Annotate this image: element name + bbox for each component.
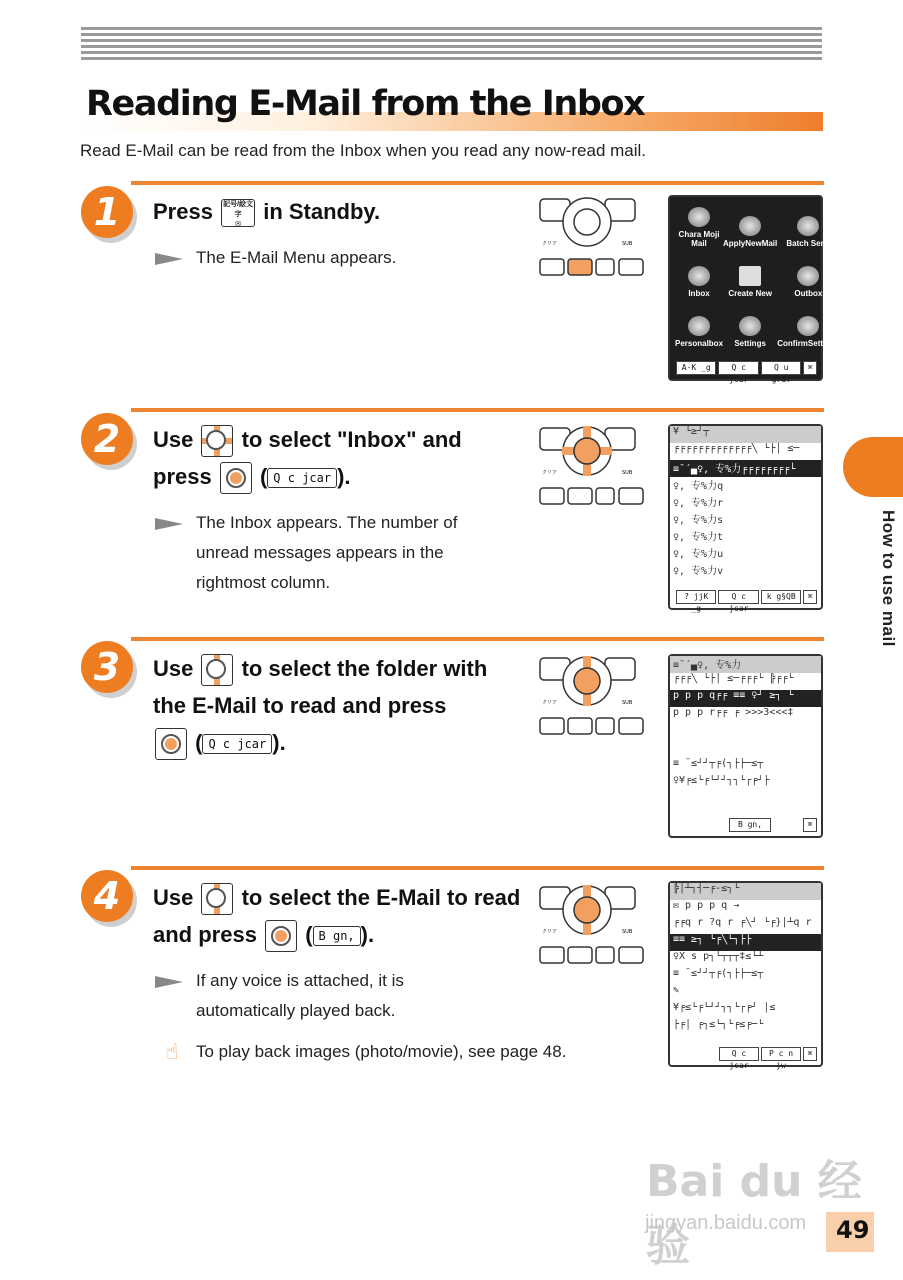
list-item [670,724,821,741]
list-item: ♀¥╒≤└╒└┘┘┐┐└┌╒┘├ [673,775,770,786]
softkey-row [676,361,817,384]
screen-title-row: ≡¯´▄♀, 专%力 [670,656,821,673]
keypad-diagram [530,195,645,280]
mail-key-icon: 記号/絵文字 ✉ [221,199,255,227]
message-line: ¥╒≤└╒└┘┘┐┐└┌╒┘ │≤ [673,1002,776,1013]
side-tab-label: How to use mail [879,510,898,647]
message-line: ♀X s p┐└┬┬┬‡≤└┴ [673,951,764,962]
center-key-icon [155,728,187,760]
envelope-icon [739,266,761,286]
navigation-key-icon [201,883,233,915]
svg-text:クリア: クリア [542,241,558,247]
menu-item[interactable]: Chara Moji Mail [675,202,723,252]
list-item[interactable]: ♀, 专%力q [673,481,724,492]
list-item-selected[interactable]: p p p q╒╒ ≡≡ ♀┘ ≥┐ └ [670,690,821,707]
menu-item[interactable]: ConfirmSettings [777,302,839,352]
message-line: ≡ ¯≤┘┘┬╒(┐├├─≤┬ [673,968,764,979]
step-1-heading [153,193,523,230]
message-screen [668,881,823,1070]
svg-text:SUB: SUB [622,241,633,247]
keypad-diagram [530,654,645,739]
list-item: ≡ ¯≤┘┘┬╒(┐├├─≤┬ [673,758,764,769]
intro-text: Read E-Mail can be read from the Inbox when you read any now-read mail. [80,141,647,160]
svg-text:SUB: SUB [622,929,633,935]
softkey-label: B gn, [313,926,361,946]
step-number-4: 4 [81,870,133,922]
mail-icon [739,216,761,236]
watermark-url: jingyan.baidu.com [645,1212,807,1234]
settings-icon [739,316,761,336]
message-line: ✎ [673,985,680,996]
softkey[interactable]: ⌘ [803,361,817,375]
heading-text: in Standby. [263,199,381,224]
softkey[interactable]: ⌘ [803,1047,817,1061]
menu-grid [675,202,840,352]
list-item [670,741,821,758]
step-divider [131,181,824,185]
softkey[interactable]: Q c jcar [718,590,758,604]
list-item[interactable]: p p p r╒╒ ╒ >>>3<<<‡ [673,707,794,718]
softkey[interactable]: Q c jcar [719,1047,759,1061]
softkey[interactable]: Q c jcar [718,361,758,375]
heading-text: Press [153,199,213,224]
step-divider [131,866,824,870]
center-key-icon [220,462,252,494]
step-4-heading: Use to select the E-Mail to read and press ( B gn, ). [153,879,523,953]
softkey-row [676,590,817,613]
list-item[interactable]: ♀, 专%力r [673,498,724,509]
page-number: 49 [836,1216,870,1244]
softkey-label: Q c jcar [202,734,272,754]
softkey-row [676,818,817,832]
header-stripes [81,27,822,63]
menu-item[interactable]: Inbox [675,252,723,302]
message-line: ╒╒q r ?q r ╒╲┘ └╒}│┴q r [673,917,812,928]
menu-item[interactable]: Create New [723,252,777,302]
message-line: ✉ p p p q → [673,900,740,911]
step-number-1: 1 [81,186,133,238]
step-4-bullet: If any voice is attached, it is automatically played back. [155,966,515,1026]
keypad-diagram [530,883,645,968]
navigation-key-icon [201,654,233,686]
side-tab [843,437,903,497]
message-line-selected[interactable]: ≡≡ ≥┐ └╒╲└┐├├ [670,934,821,951]
email-menu-screen [668,195,840,384]
mail-icon [688,207,710,227]
menu-item[interactable]: Batch Send [777,202,839,252]
softkey[interactable]: ⌘ [803,590,817,604]
step-number-2: 2 [81,413,133,465]
softkey[interactable]: A·K _g [676,361,716,375]
mail-icon [688,316,710,336]
center-key-icon [265,920,297,952]
softkey[interactable]: Q u graf [761,361,801,375]
arrow-bullet-icon [155,253,183,265]
svg-text:クリア: クリア [542,470,558,476]
page-title: Reading E-Mail from the Inbox [86,84,645,124]
screen-title-row: ¥ └≥┘┬ [670,426,821,443]
softkey[interactable]: B gn, [729,818,771,832]
svg-text:SUB: SUB [622,700,633,706]
step-divider [131,408,824,412]
list-item[interactable]: ♀, 专%力t [673,532,724,543]
navigation-key-icon [201,425,233,457]
pointing-hand-icon: ☝ [165,1039,179,1064]
list-item-selected[interactable]: ≡¯´▄♀, 专%力╒╒╒╒╒╒╒╒└ [670,460,821,477]
step-1-bullet: The E-Mail Menu appears. [155,243,515,273]
menu-item[interactable]: ApplyNewMail [723,202,777,252]
arrow-bullet-icon [155,518,183,530]
keypad-diagram [530,424,645,509]
step-divider [131,637,824,641]
message-line: ├╒│ ╒┐≤└┐└╒≤╒─└ [673,1019,764,1030]
list-item[interactable]: ╒╒╒╒╒╒╒╒╒╒╒╒╒╲ └├│ ≤─ [673,443,800,454]
step-2-heading: Use to select "Inbox" and press ( Q c jcar ). [153,421,523,495]
watermark-logo: Bai du 经验 [646,1156,862,1271]
softkey[interactable]: k g§QB [761,590,801,604]
mail-key-label: 記号/絵文字 [223,201,254,219]
arrow-bullet-icon [155,976,183,988]
step-number-3: 3 [81,641,133,693]
softkey-row [676,1047,817,1070]
menu-item[interactable]: Settings [723,302,777,352]
svg-text:クリア: クリア [542,929,558,935]
step-2-bullet: The Inbox appears. The number of unread messages appears in the rightmost column. [155,508,515,598]
list-item[interactable]: ╒╒╒╲ └├│ ≤─╒╒╒└ ╠╒╒└ [673,673,794,684]
inbox-icon [688,266,710,286]
softkey[interactable]: ? jjK _g [676,590,716,604]
folder-screen [668,654,823,838]
softkey[interactable]: ⌘ [803,818,817,832]
step-3-heading: Use to select the folder with the E-Mail to read and press ( Q c jcar ). [153,650,523,761]
settings-icon [797,316,819,336]
svg-text:クリア: クリア [542,700,558,706]
list-item[interactable]: ♀, 专%力v [673,566,724,577]
list-item[interactable]: ♀, 专%力s [673,515,724,526]
mail-icon [797,216,819,236]
step-4-note: To play back images (photo/movie), see page 48. [196,1042,567,1061]
softkey[interactable]: P c n jw [761,1047,801,1061]
list-item[interactable]: ♀, 专%力u [673,549,724,560]
menu-item[interactable]: Personalbox [675,302,723,352]
screen-title-row: ╠│┴┐┤─╒-≤┐└ [670,883,821,900]
inbox-screen [668,424,823,613]
menu-item[interactable]: Outbox [777,252,839,302]
softkey-label: Q c jcar [267,468,337,488]
svg-text:SUB: SUB [622,470,633,476]
outbox-icon [797,266,819,286]
